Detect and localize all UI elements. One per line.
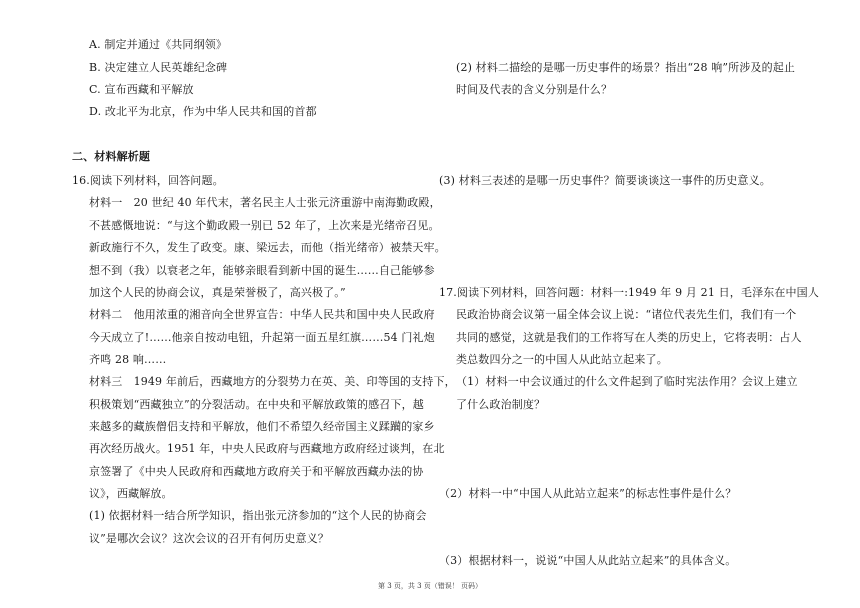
q17-text-line: 民政治协商会议第一届全体会议上说：“诸位代表先生们，我们有一个 bbox=[456, 308, 797, 321]
q16-text-line: 积极策划“西藏独立”的分裂活动。在中央和平解放政策的感召下，越 bbox=[89, 398, 424, 411]
option-d: D. 改北平为北京，作为中华人民共和国的首都 bbox=[89, 105, 317, 118]
q17-text-line: 17.阅读下列材料，回答问题：材料一:1949 年 9 月 21 日，毛泽东在中国人 bbox=[439, 286, 819, 299]
section-title: 二、材料解析题 bbox=[72, 150, 151, 163]
q16-sub3: (3) 材料三表述的是哪一历史事件？简要谈谈这一事件的历史意义。 bbox=[439, 174, 771, 187]
q16-text-line: 加这个人民的协商会议，真是荣誉极了，高兴极了。” bbox=[89, 286, 346, 299]
q16-sub2-line: (2) 材料二描绘的是哪一历史事件的场景？指出“28 响”所涉及的起止 bbox=[456, 61, 796, 74]
q16-prompt: 16.阅读下列材料，回答问题。 bbox=[72, 174, 224, 187]
page-footer: 第 3 页，共 3 页（错误！ 页码） bbox=[377, 582, 483, 590]
q16-text-line: 京签署了《中央人民政府和西藏地方政府关于和平解放西藏办法的协 bbox=[89, 465, 424, 478]
q17-sub1-line: 了什么政治制度？ bbox=[456, 398, 546, 411]
q16-text-line: 想不到（我）以衰老之年，能够亲眼看到新中国的诞生……自己能够参 bbox=[89, 264, 435, 277]
q16-text-line: 齐鸣 28 响…… bbox=[89, 353, 167, 366]
option-b: B. 决定建立人民英雄纪念碑 bbox=[89, 61, 228, 74]
q17-sub3: （3）根据材料一，说说“中国人从此站立起来”的具体含义。 bbox=[439, 554, 737, 567]
q16-text-line: 新政施行不久，发生了政变。康、梁远去，而他（指光绪帝）被禁天牢。 bbox=[89, 241, 446, 254]
q16-text-line: 材料三 1949 年前后，西藏地方的分裂势力在英、美、印等国的支持下， bbox=[89, 375, 456, 388]
q16-text-line: 再次经历战火。1951 年，中央人民政府与西藏地方政府经过谈判，在北 bbox=[89, 442, 445, 455]
q17-sub1-line: （1）材料一中会议通过的什么文件起到了临时宪法作用？会议上建立 bbox=[456, 375, 798, 388]
option-a: A. 制定并通过《共同纲领》 bbox=[89, 38, 228, 51]
q16-sub2-line: 时间及代表的含义分别是什么？ bbox=[456, 83, 613, 96]
q16-sub1-line: (1) 依据材料一结合所学知识，指出张元济参加的“这个人民的协商会 bbox=[89, 509, 427, 522]
q16-text-line: 材料一 20 世纪 40 年代末，著名民主人士张元济重游中南海勤政殿， bbox=[89, 196, 441, 209]
q17-text-line: 共同的感觉，这就是我们的工作将写在人类的历史上，它将表明：占人 bbox=[456, 331, 802, 344]
option-c: C. 宣布西藏和平解放 bbox=[89, 83, 194, 96]
q17-text-line: 类总数四分之一的中国人从此站立起来了。 bbox=[456, 353, 668, 366]
q16-sub1-line: 议”是哪次会议？这次会议的召开有何历史意义？ bbox=[89, 532, 329, 545]
q16-text-line: 议》，西藏解放。 bbox=[89, 487, 173, 500]
q17-sub2: （2）材料一中“中国人从此站立起来”的标志性事件是什么？ bbox=[439, 487, 737, 500]
q16-text-line: 今天成立了!……他亲自按动电钮，升起第一面五星红旗……54 门礼炮 bbox=[89, 331, 435, 344]
q16-text-line: 不甚感慨地说：“与这个勤政殿一别已 52 年了，上次来是光绪帝召见。 bbox=[89, 219, 440, 232]
q16-text-line: 来越多的藏族僧侣支持和平解放，他们不希望久经帝国主义蹂躏的家乡 bbox=[89, 420, 435, 433]
q16-text-line: 材料二 他用浓重的湘音向全世界宣告：中华人民共和国中央人民政府 bbox=[89, 308, 435, 321]
